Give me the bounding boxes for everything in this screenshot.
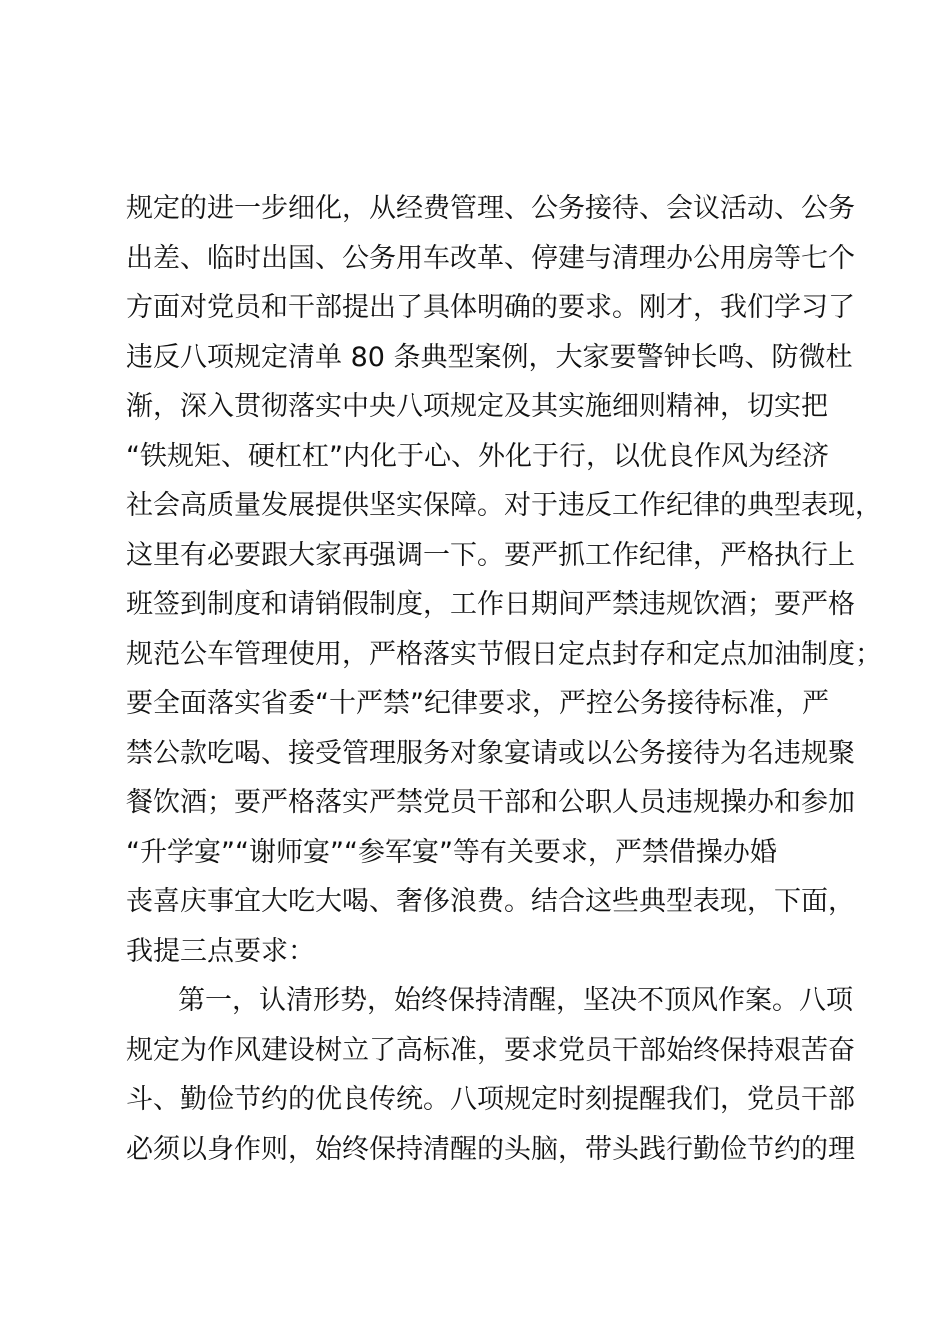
text-line: 我提三点要求： [126,935,315,967]
text-line: 这里有必要跟大家再强调一下。要严抓工作纪律，严格执行上 [126,539,855,571]
text-line: 社会高质量发展提供坚实保障。对于违反工作纪律的典型表现， [126,490,882,521]
text-line: “铁规矩、硬杠杠”内化于心、外化于行，以优良作风为经济 [126,440,829,472]
text-line: 丧喜庆事宜大吃大喝、奢侈浪费。结合这些典型表现，下面， [126,886,855,917]
text-line: 规定为作风建设树立了高标准，要求党员干部始终保持艰苦奋 [126,1034,855,1066]
text-line: “升学宴”“谢师宴”“参军宴”等有关要求，严禁借操办婚 [126,836,777,868]
text-line: 禁公款吃喝、接受管理服务对象宴请或以公务接待为名违规聚 [126,737,855,769]
text-line: 规范公车管理使用，严格落实节假日定点封存和定点加油制度； [126,638,882,670]
text-line: 方面对党员和干部提出了具体明确的要求。刚才，我们学习了 [126,292,855,323]
text-line: 餐饮酒；要严格落实严禁党员干部和公职人员违规操办和参加 [126,787,855,818]
text-line: 斗、勤俭节约的优良传统。八项规定时刻提醒我们，党员干部 [126,1084,855,1115]
text-line: 渐，深入贯彻落实中央八项规定及其实施细则精神，切实把 [126,391,828,422]
text-line: 出差、临时出国、公务用车改革、停建与清理办公用房等七个 [126,242,855,274]
body-text [126,184,882,1174]
text-line: 必须以身作则，始终保持清醒的头脑，带头践行勤俭节约的理 [126,1133,855,1165]
text-line: 班签到制度和请销假制度，工作日期间严禁违规饮酒；要严格 [126,589,855,620]
paragraph-first-line: 第一，认清形势，始终保持清醒，坚决不顶风作案。八项 [178,985,853,1016]
text-line: 违反八项规定清单 80 条典型案例，大家要警钟长鸣、防微杜 [126,341,853,373]
text-line: 规定的进一步细化，从经费管理、公务接待、会议活动、公务 [126,193,855,224]
text-line: 要全面落实省委“十严禁”纪律要求，严控公务接待标准，严 [126,688,829,719]
